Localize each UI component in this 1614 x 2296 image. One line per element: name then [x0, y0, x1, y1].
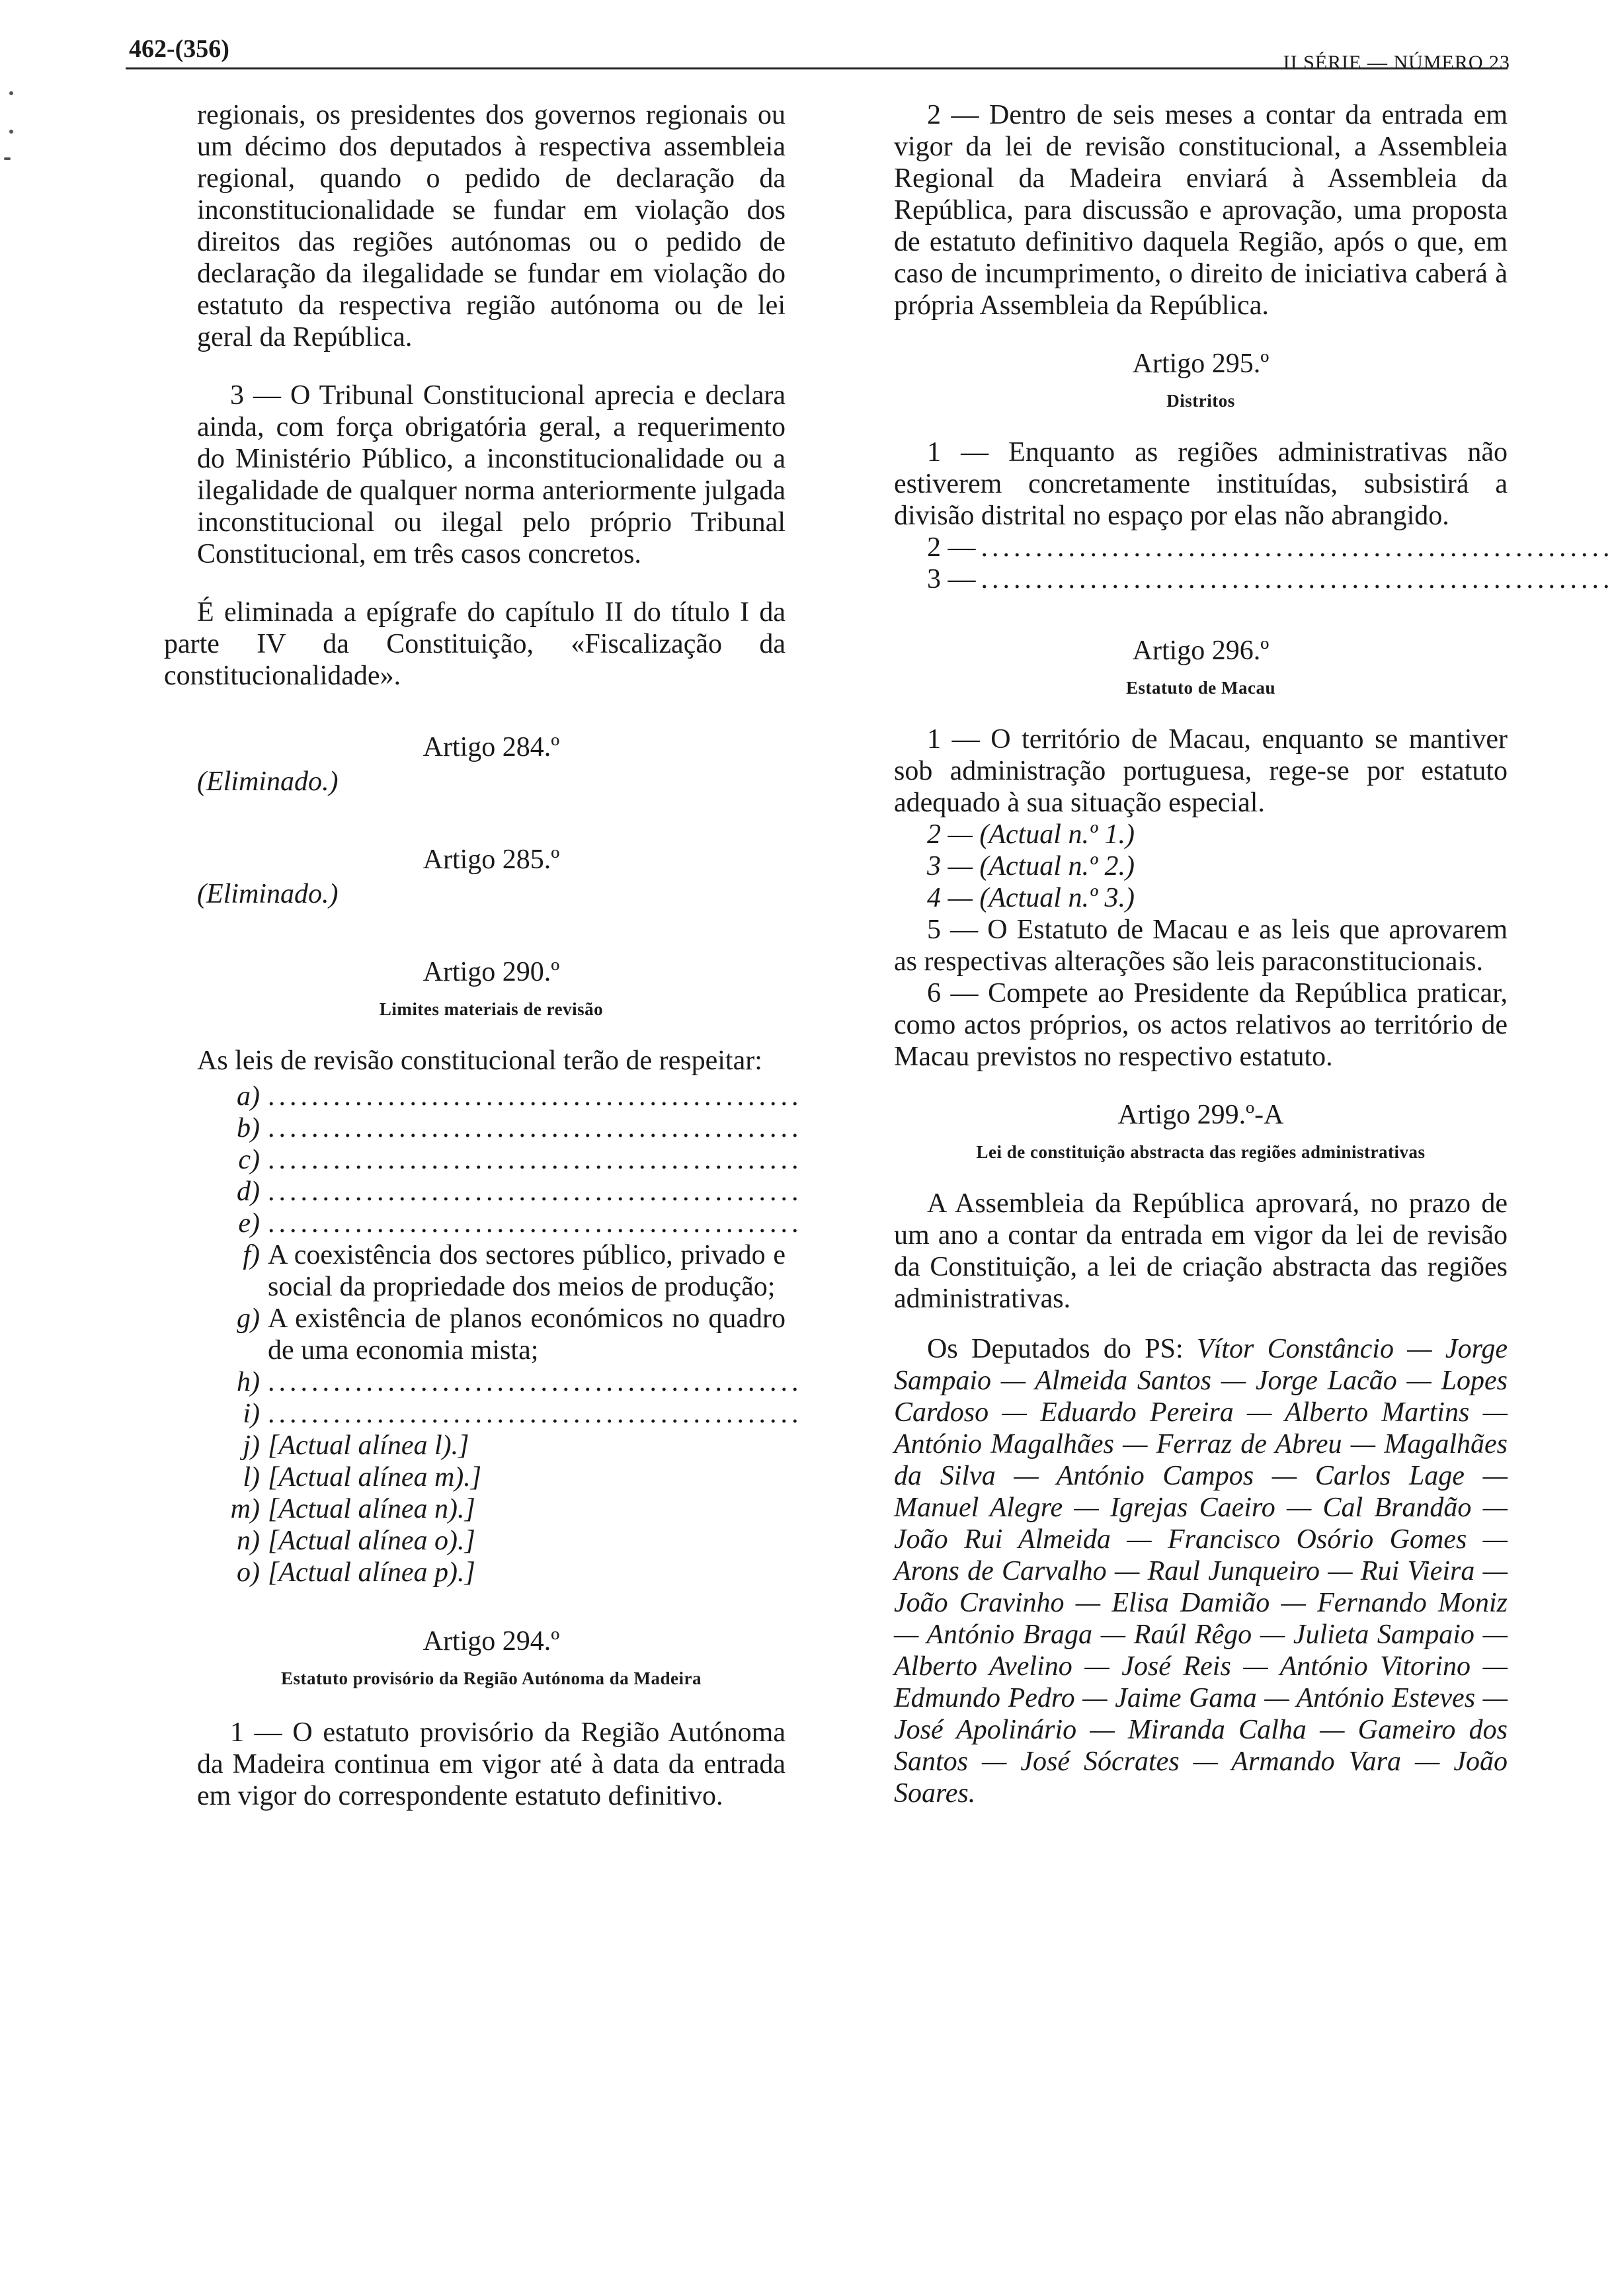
- article-subtitle: Estatuto de Macau: [1126, 678, 1275, 698]
- paragraph: 3 — O Tribunal Constitucional aprecia e declara ainda, com força obrigatória geral, a requerimento do Ministério Público, a inconstitucionalidade ou a ilegalidade de qualquer norma anteriormente julgada inconstitucional ou ilegal pelo próprio Tribunal Constitucional, em três casos concretos.: [197, 380, 786, 569]
- article-title: Artigo 284.º: [423, 732, 560, 762]
- dotted-leader: ..........................................................: [981, 564, 1614, 594]
- alinea-key: d): [237, 1176, 260, 1207]
- paragraph: 2 — (Actual n.º 1.): [927, 819, 1135, 850]
- article-title: Artigo 295.º: [1132, 348, 1270, 379]
- scan-speck: [4, 157, 11, 160]
- item-number: 2 —: [927, 532, 976, 563]
- article-title: Artigo 294.º: [423, 1626, 560, 1657]
- series-number: II SÉRIE — NÚMERO 23: [1283, 52, 1510, 73]
- paragraph: 6 — Compete ao Presidente da República praticar, como actos próprios, os actos relativos ao território de Macau previstos no respectivo estatuto.: [894, 978, 1508, 1072]
- list-item: [197, 1144, 803, 1176]
- signatures-block: [894, 1333, 1508, 1809]
- list-item: [197, 1398, 803, 1430]
- alinea-text: [Actual alínea n).]: [268, 1494, 475, 1524]
- article-title: Artigo 299.º-A: [1117, 1100, 1284, 1130]
- item-number: 3 —: [927, 564, 976, 594]
- article-title: Artigo 285.º: [423, 844, 560, 875]
- list-item: [197, 1208, 803, 1239]
- dotted-leader: .................................................: [268, 1113, 803, 1143]
- alinea-key: i): [243, 1399, 260, 1429]
- alinea-key: h): [237, 1367, 260, 1397]
- dotted-leader: .................................................: [268, 1208, 803, 1239]
- signatures-names: Vítor Constâncio — Jorge Sampaio — Almeida Santos — Jorge Lacão — Lopes Cardoso — Eduardo Pereira — Alberto Martins — António Magalhães — Ferraz de Abreu — Magalhães da Silva — António Campos — Carlos Lage — Manuel Alegre — Igrejas Caeiro — Cal Brandão — João Rui Almeida — Francisco Osório Gomes — Arons de Carvalho — Raul Junqueiro — Rui Vieira — João Cravinho — Elisa Damião — Fernando Moniz — António Braga — Raúl Rêgo — Julieta Sampaio — Alberto Avelino — José Reis — António Vitorino — Edmundo Pedro — Jaime Gama — António Esteves — José Apolinário — Miranda Calha — Gameiro dos Santos — José Sócrates — Armando Vara — João Soares.: [894, 1334, 1508, 1809]
- paragraph: 5 — O Estatuto de Macau e as leis que aprovarem as respectivas alterações são leis paraconstitucionais.: [894, 915, 1508, 977]
- signatures-label: Os Deputados do PS:: [927, 1334, 1184, 1364]
- alineas-list: [197, 1081, 803, 1588]
- list-item: [197, 1081, 803, 1112]
- alinea-key: b): [237, 1113, 260, 1143]
- paragraph: 4 — (Actual n.º 3.): [927, 883, 1135, 913]
- paragraph: 1 — Enquanto as regiões administrativas não estiverem concretamente instituídas, subsistirá a divisão distrital no espaço por elas não abrangido.: [894, 437, 1508, 531]
- left-column: [164, 99, 803, 1812]
- dotted-leader: .................................................: [268, 1081, 803, 1112]
- paragraph: É eliminada a epígrafe do capítulo II do título I da parte IV da Constituição, «Fiscalização da constitucionalidade».: [164, 597, 786, 691]
- article-title: Artigo 296.º: [1132, 636, 1270, 666]
- list-item: [197, 1557, 786, 1588]
- alinea-key: o): [237, 1557, 260, 1588]
- list-item: [197, 1430, 786, 1461]
- paragraph: A Assembleia da República aprovará, no prazo de um ano a contar da entrada em vigor da lei de revisão da Constituição, a lei de criação abstracta das regiões administrativas.: [894, 1188, 1508, 1314]
- list-item: [197, 1239, 786, 1303]
- list-item: [894, 563, 1614, 595]
- dotted-leader: .................................................: [268, 1367, 803, 1397]
- article-subtitle: Limites materiais de revisão: [379, 999, 604, 1019]
- paragraph: 1 — O território de Macau, enquanto se mantiver sob administração portuguesa, rege-se por estatuto adequado à sua situação especial.: [894, 724, 1508, 818]
- article-subtitle: Distritos: [1166, 391, 1235, 411]
- list-item: [197, 1112, 803, 1144]
- alinea-key: f): [243, 1240, 260, 1270]
- alinea-key: c): [238, 1145, 260, 1175]
- paragraph: 1 — O estatuto provisório da Região Autónoma da Madeira continua em vigor até à data da entrada em vigor do correspondente estatuto definitivo.: [197, 1717, 786, 1811]
- alinea-text: A coexistência dos sectores público, privado e social da propriedade dos meios de produção;: [268, 1240, 786, 1302]
- dotted-leader: ..........................................................: [981, 532, 1614, 563]
- alinea-text: [Actual alínea o).]: [268, 1526, 475, 1556]
- alinea-key: a): [237, 1081, 260, 1112]
- paragraph: 2 — Dentro de seis meses a contar da entrada em vigor da lei de revisão constitucional, a Assembleia Regional da Madeira enviará à Assembleia da República, para discussão e aprovação, uma proposta de estatuto definitivo daquela Região, após o que, em caso de incumprimento, o direito de iniciativa caberá à própria Assembleia da República.: [894, 100, 1508, 321]
- dotted-leader: .................................................: [268, 1399, 803, 1429]
- list-item: [197, 1176, 803, 1208]
- list-item: [197, 1366, 803, 1398]
- article-subtitle: Lei de constituição abstracta das regiões administrativas: [976, 1142, 1426, 1162]
- article-subtitle: Estatuto provisório da Região Autónoma da Madeira: [280, 1668, 702, 1688]
- list-item: [197, 1525, 786, 1557]
- list-item: [197, 1461, 786, 1493]
- alinea-key: j): [243, 1430, 260, 1461]
- dotted-leader: .................................................: [268, 1145, 803, 1175]
- paragraph: 3 — (Actual n.º 2.): [927, 851, 1135, 882]
- header-rule: [126, 67, 1508, 69]
- paragraph: regionais, os presidentes dos governos regionais ou um décimo dos deputados à respectiva assembleia regional, quando o pedido de declaração da inconstitucionalidade se fundar em violação dos direitos das regiões autónomas ou o pedido de declaração da ilegalidade se fundar em violação do estatuto da respectiva região autónoma ou de lei geral da República.: [197, 100, 786, 352]
- alinea-key: g): [237, 1303, 260, 1334]
- page-number: 462-(356): [129, 35, 229, 63]
- list-item: [894, 532, 1614, 563]
- article-title: Artigo 290.º: [423, 957, 560, 987]
- alinea-text: [Actual alínea m).]: [268, 1462, 482, 1493]
- list-item: [197, 1493, 786, 1525]
- alinea-text: [Actual alínea p).]: [268, 1557, 475, 1588]
- article-eliminated: (Eliminado.): [197, 766, 339, 797]
- right-column: [894, 99, 1614, 1809]
- list-item: [197, 1303, 786, 1366]
- alinea-key: l): [243, 1462, 260, 1493]
- alinea-text: [Actual alínea l).]: [268, 1430, 469, 1461]
- dotted-leader: .................................................: [268, 1176, 803, 1207]
- alinea-key: m): [230, 1494, 260, 1524]
- article-eliminated: (Eliminado.): [197, 879, 339, 909]
- alinea-text: A existência de planos económicos no quadro de uma economia mista;: [268, 1303, 786, 1366]
- paragraph: As leis de revisão constitucional terão de respeitar:: [197, 1046, 762, 1076]
- scan-speck: [9, 130, 13, 134]
- alinea-key: n): [237, 1526, 260, 1556]
- alinea-key: e): [238, 1208, 260, 1239]
- scan-speck: [9, 91, 13, 95]
